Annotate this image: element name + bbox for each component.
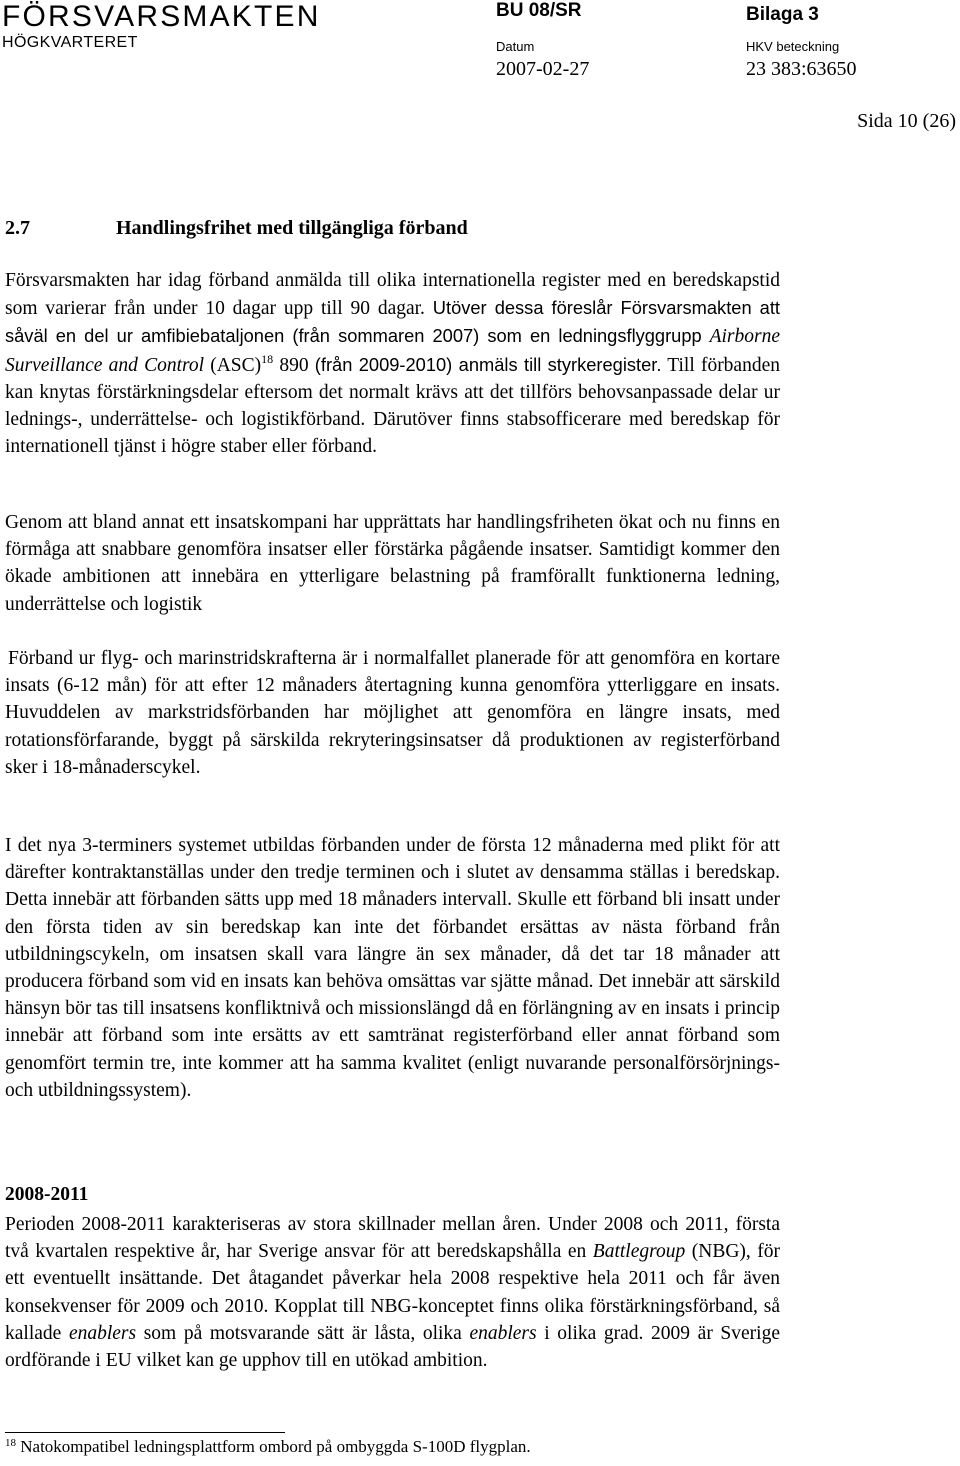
emphasized-term: enablers (469, 1322, 537, 1344)
paragraph-text: Till förbanden kan knytas förstärkningsdelar eftersom det normalt krävs att det tillförs behovsanpassade delar ur lednings-, underrättelse- och logistikförband. Därutöver finns stabsofficerare med beredskap för internationell tjänst i högre staber eller förband. (5, 354, 780, 458)
paragraph-text: Utöver dessa föreslår Försvarsmakten att såväl en del ur amfibiebataljonen (från sommaren 2007) som en ledningsflyggrupp (5, 297, 780, 347)
paragraph-text: I det nya 3-terminers systemet utbildas förbanden under de första 12 månaderna med plikt för att därefter kontraktanställas under den tredje terminen och i slutet av densamma ställas i beredskap. Detta innebär att förbanden sätts upp med 18 månaders intervall. Skulle ett förband bli insatt under den första tiden av sin beredskap kan inte det förbandet ersättas av nästa förband från utbildningscykeln, om insatsen skall vara längre än sex månader, då det tar 18 månader att producera förband som vid en insats kan behöva omsättas var sjätte månad. Det innebär att särskild hänsyn bör tas till insatsens konfliktnivå och missionslängd då en förlängning av en insats i princip innebär att förband som inte ersätts av ett samtränat registerförband eller annat förband som genomfört termin tre, inte kommer att ha samma kvalitet (enligt nuvarande personalförsörjnings- och utbildningssystem). (5, 835, 780, 1101)
emphasized-term: Battlegroup (592, 1241, 686, 1263)
footnote-text: Natokompatibel ledningsplattform ombord på ombyggda S-100D flygplan. (20, 1437, 531, 1456)
footnote-marker: 18 (5, 1437, 16, 1449)
reference-label: HKV beteckning (746, 39, 840, 54)
paragraph-registers (5, 267, 780, 460)
section-number: 2.7 (5, 217, 30, 239)
section-title: Handlingsfrihet med tillgängliga förband (116, 217, 468, 239)
paragraph-3-terminer (5, 832, 780, 1104)
subsection-heading: 2008-2011 (5, 1184, 89, 1205)
footnote (5, 1437, 531, 1457)
paragraph-insatskompani (5, 509, 780, 618)
paragraph-text: som på motsvarande sätt är låsta, olika (143, 1322, 462, 1344)
paragraph-text: Genom att bland annat ett insatskompani har upprättats har handlingsfriheten ökat och nu finns en förmåga att snabbare genomföra insatser eller förstärka pågående insatser. Samtidigt kommer den ökade ambitionen att innebära en ytterligare belastning på framförallt funktionerna ledning, underrättelse och logistik (5, 512, 780, 615)
annex-label: Bilaga 3 (746, 4, 819, 25)
paragraph-text: (ASC) (210, 354, 262, 376)
page-number: Sida 10 (26) (857, 110, 956, 132)
paragraph-text: (från 2009-2010) anmäls till styrkeregister. (314, 353, 662, 375)
section-heading (5, 217, 468, 240)
paragraph-text: Försvarsmakten har idag förband anmälda till olika internationella register med en beredskapstid som varierar från under 10 dagar upp till 90 dagar. (5, 270, 780, 320)
footnote-separator (5, 1432, 285, 1433)
paragraph-text: i olika grad. 2009 är Sverige ordförande i EU vilket kan ge upphov till en utökad ambition. (5, 1322, 780, 1372)
date-label: Datum (496, 39, 535, 54)
reference-value: 23 383:63650 (746, 58, 857, 80)
paragraph-text: (NBG), för ett eventuellt insättande. Det åtagandet påverkar hela 2008 respektive hela 2011 och får även konsekvenser för 2009 och 2010. Kopplat till NBG-konceptet finns olika förstärkningsförband, så kallade (5, 1241, 781, 1344)
footnote-reference[interactable]: 18 (261, 351, 274, 366)
paragraph-text: Perioden 2008-2011 karakteriseras av stora skillnader mellan åren. Under 2008 och 2011, första två kvartalen respektive år, har Sverige ansvar för att beredskapshålla en (5, 1214, 780, 1263)
paragraph-text: Förband ur flyg- och marinstridskrafterna är i normalfallet planerade för att genomföra en kortare insats (6-12 mån) för att efter 12 månaders återtagning kunna genomföra ytterliggare en insats. Huvuddelen av markstridsförbanden har möjlighet att genomföra en längre insats, med rotationsförfarande, byggt på särskilda rekryteringsinsatser då produktionen av registerförband sker i 18-månaderscykel. (5, 648, 780, 778)
document-id: BU 08/SR (496, 0, 582, 21)
emphasized-term: Airborne Surveillance and Control (5, 326, 781, 376)
paragraph-text: 890 (279, 354, 309, 376)
paragraph-2008-2011 (5, 1211, 780, 1374)
emphasized-term: enablers (68, 1322, 137, 1344)
date-value: 2007-02-27 (496, 58, 590, 80)
paragraph-flyg-marin (5, 645, 780, 781)
organization-logo-text: FÖRSVARSMAKTEN (2, 0, 321, 33)
organization-unit: HÖGKVARTERET (2, 34, 138, 51)
